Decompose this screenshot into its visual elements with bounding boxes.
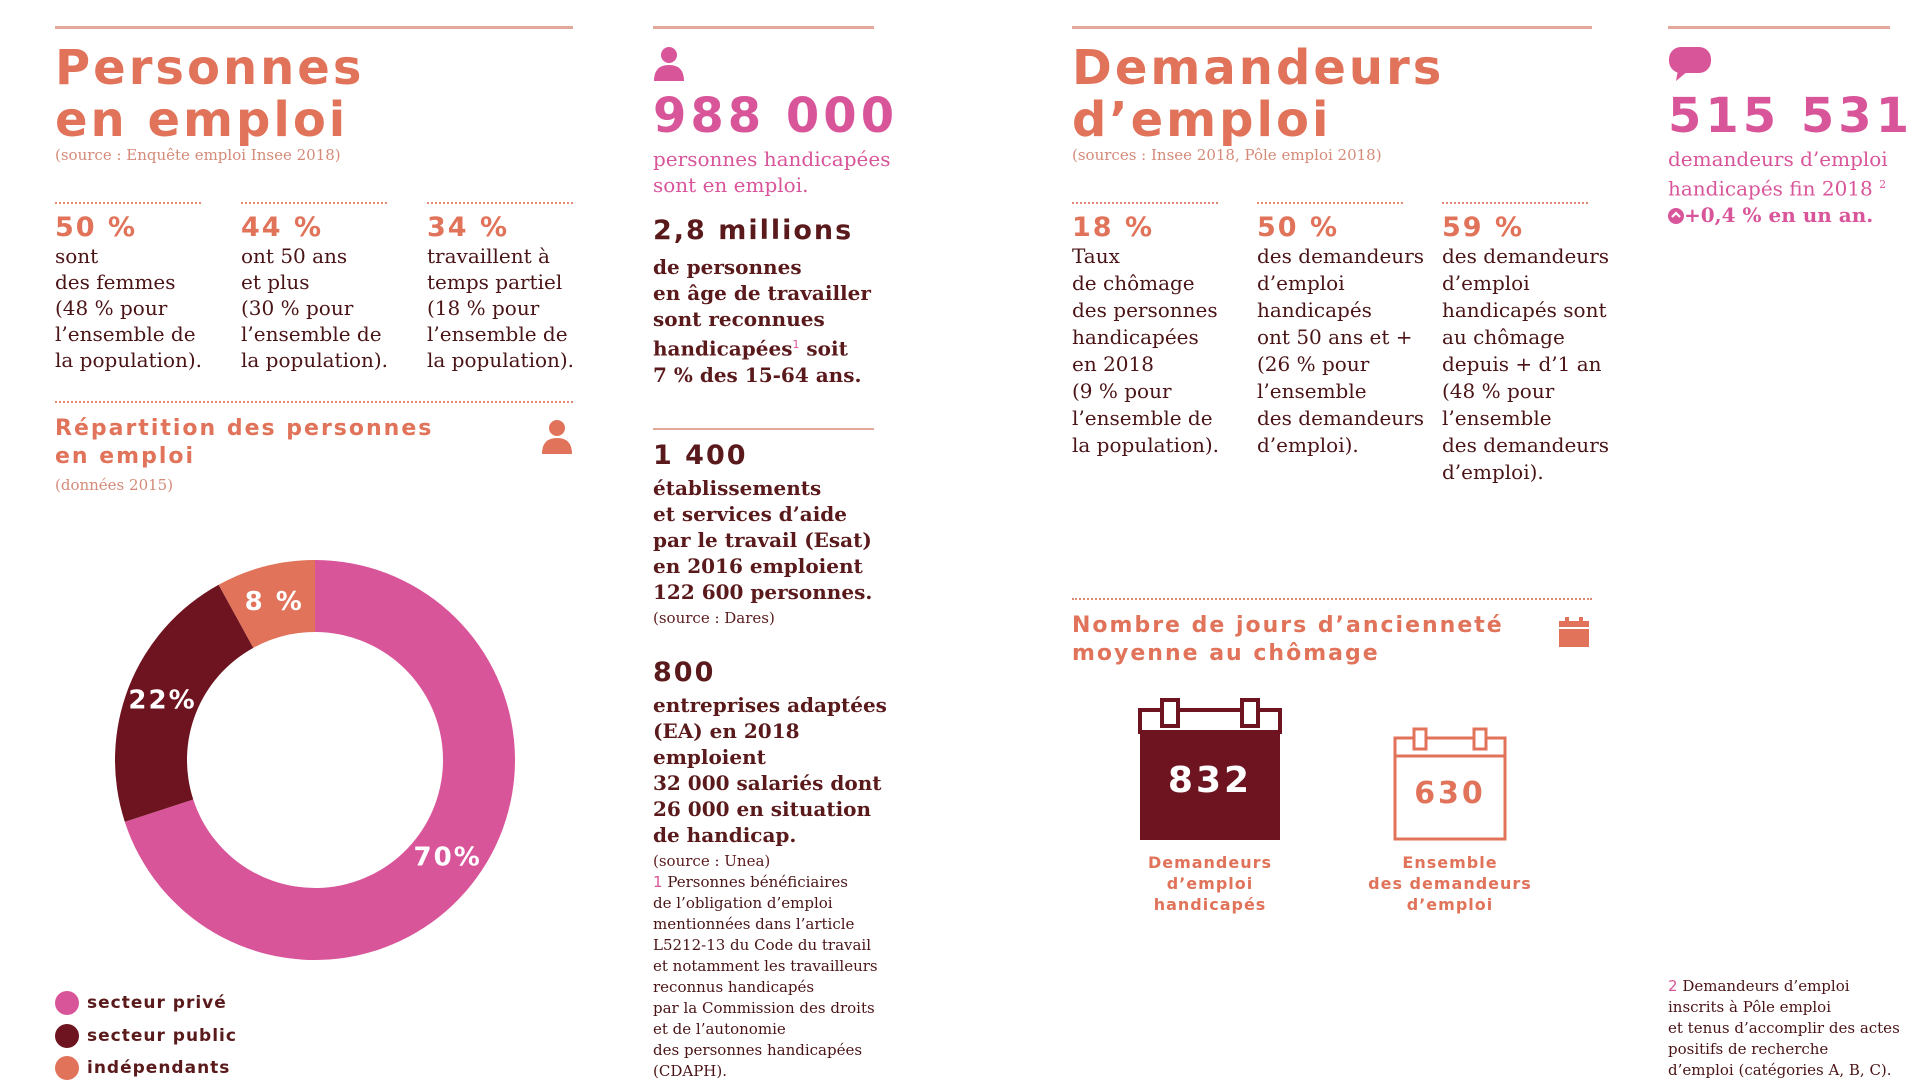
slice-label-prive: 70%	[413, 842, 482, 873]
calendar-label-handicapes: Demandeurs d’emploi handicapés	[1147, 853, 1273, 914]
jobseeker-count: 515 531	[1668, 88, 1914, 144]
footnote-ref-1: 1	[792, 338, 800, 351]
repartition-title: Répartition des personnes en emploi	[55, 416, 434, 469]
footnote-ref-2: 2	[1879, 178, 1887, 191]
stat-age: 44 % ont 50 ans et plus (30 % pour l’ensemble de la population).	[241, 212, 421, 373]
mid-divider	[653, 428, 874, 430]
title-line-1: Personnes	[55, 40, 365, 96]
title-line-2: d’emploi	[1072, 92, 1332, 148]
recognized-count: 2,8 millions	[653, 215, 854, 246]
stat-percent: 34 %	[427, 212, 510, 243]
stat-divider	[1072, 202, 1218, 204]
footnote-2: 2 Demandeurs d’emploi inscrits à Pôle emploi et tenus d’accomplir des actes positifs de recherche d’emploi (catégories A, B, C).	[1668, 977, 1900, 1079]
source-note-right: (sources : Insee 2018, Pôle emploi 2018)	[1072, 146, 1382, 164]
section-divider	[55, 401, 573, 403]
anciennete-title: Nombre de jours d’ancienneté moyenne au chômage	[1072, 613, 1504, 666]
repartition-source: (données 2015)	[55, 476, 174, 494]
top-rule-mid	[653, 26, 874, 29]
title-line-2: en emploi	[55, 92, 349, 148]
person-icon	[540, 418, 574, 456]
stat-divider	[55, 202, 201, 204]
legend-swatch-public	[55, 1024, 79, 1048]
speech-bubble-icon	[1668, 46, 1712, 82]
stat-age-50: 50 % des demandeurs d’emploi handicapés ont 50 ans et + (26 % pour l’ensemble des demandeurs d’emploi).	[1257, 212, 1437, 459]
block-ea: 800 entreprises adaptées (EA) en 2018 emploient 32 000 salariés dont 26 000 en situation de handicap. (source : Unea)	[653, 657, 893, 870]
title-line-1: Demandeurs	[1072, 40, 1445, 96]
legend-label-independent: indépendants	[87, 1058, 231, 1078]
section-title-demandeurs	[1072, 42, 1444, 146]
employed-caption: personnes handicapées sont en emploi.	[653, 147, 891, 197]
legend-label-private: secteur privé	[87, 993, 227, 1013]
source-note-left: (source : Enquête emploi Insee 2018)	[55, 146, 341, 164]
stat-percent: 50 %	[55, 212, 138, 243]
stat-unemployment-rate: 18 % Taux de chômage des personnes handicapées en 2018 (9 % pour l’ensemble de la population).	[1072, 212, 1252, 459]
section-divider	[1072, 598, 1592, 600]
stat-percent: 44 %	[241, 212, 324, 243]
stat-percent: 18 %	[1072, 212, 1155, 243]
stat-divider	[1257, 202, 1403, 204]
calendar-value-handicapes: 832	[1167, 760, 1253, 801]
esat-count: 1 400	[653, 440, 748, 471]
block-esat: 1 400 établissements et services d’aide par le travail (Esat) en 2016 emploient 122 600 personnes. (source : Dares)	[653, 440, 893, 627]
calendar-icon	[1558, 616, 1590, 648]
block-recognized: 2,8 millions de personnes en âge de travailler sont reconnues handicapées$^1$ soit 7 % des 15-64 ans.	[653, 215, 883, 388]
jobseeker-caption: demandeurs d’emploi handicapés fin 2018 $^2$ +0,4 % en un an.	[1668, 147, 1888, 227]
arrow-up-circle-icon	[1668, 208, 1684, 224]
stat-long-term: 59 % des demandeurs d’emploi handicapés sont au chômage depuis + d’1 an (48 % pour l’ensemble des demandeurs d’emploi).	[1442, 212, 1622, 486]
stat-percent: 50 %	[1257, 212, 1340, 243]
employed-count: 988 000	[653, 88, 899, 144]
top-rule-left	[55, 26, 573, 29]
donut-chart	[110, 555, 520, 965]
top-rule-far	[1668, 26, 1890, 29]
legend-swatch-private	[55, 991, 79, 1015]
legend-label-public: secteur public	[87, 1026, 237, 1046]
calendar-label-ensemble: Ensemble des demandeurs d’emploi	[1368, 853, 1532, 914]
slice-label-independants: 8 %	[244, 587, 304, 618]
stat-divider	[427, 202, 573, 204]
legend-swatch-independent	[55, 1056, 79, 1080]
calendar-value-ensemble: 630	[1414, 776, 1486, 811]
ea-count: 800	[653, 657, 716, 688]
section-title-personnes	[55, 42, 364, 146]
stat-percent: 59 %	[1442, 212, 1525, 243]
stat-divider	[241, 202, 387, 204]
slice-label-public: 22%	[128, 685, 197, 716]
stat-divider	[1442, 202, 1588, 204]
top-rule-right	[1072, 26, 1592, 29]
stat-part-time: 34 % travaillent à temps partiel (18 % pour l’ensemble de la population).	[427, 212, 607, 373]
stat-women: 50 % sont des femmes (48 % pour l’ensemble de la population).	[55, 212, 235, 373]
footnote-1: 1 Personnes bénéficiaires de l’obligation d’emploi mentionnées dans l’article L5212-13 du Code du travail et notamment les travailleurs reconnus handicapés par la Commission des droits et de l’autonomie des personnes handicapées (CDAPH).	[653, 873, 878, 1080]
person-icon	[653, 46, 685, 82]
